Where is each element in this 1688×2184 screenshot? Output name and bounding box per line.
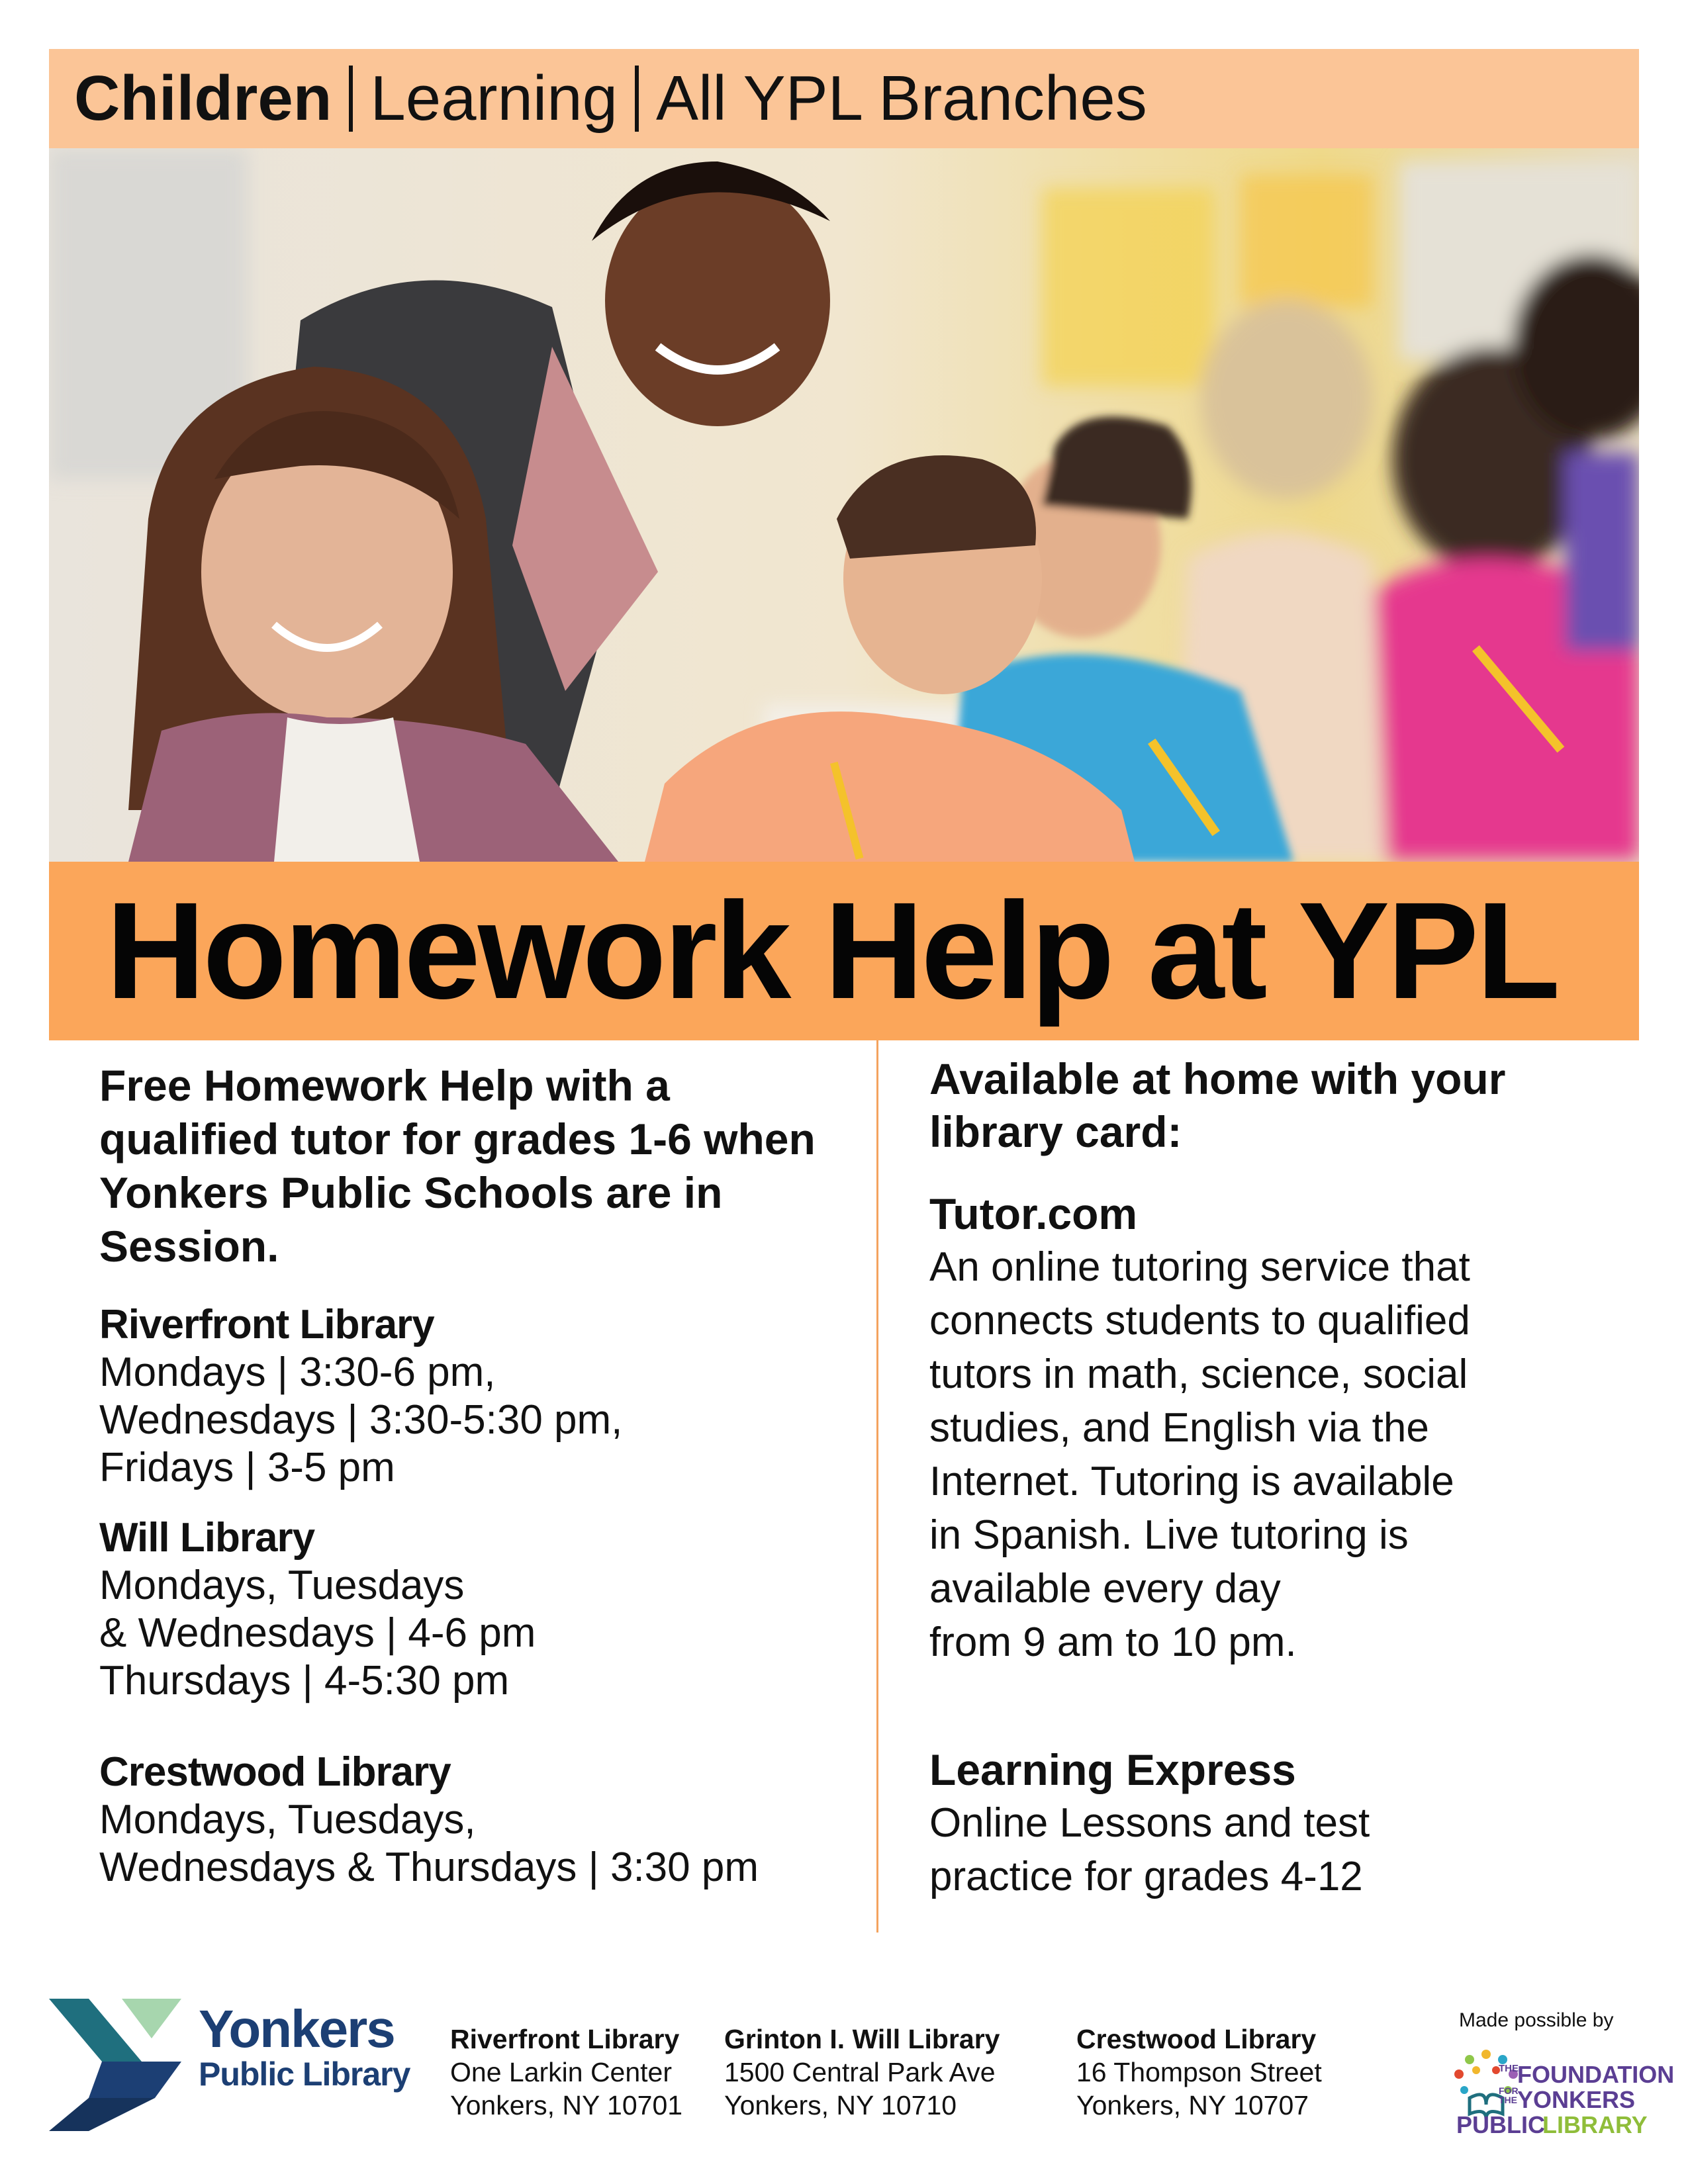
right-column bbox=[929, 1052, 1638, 1903]
separator bbox=[635, 66, 639, 132]
sponsor-for-the: FOR THE bbox=[1499, 2085, 1519, 2105]
foundation-logo bbox=[1450, 2045, 1675, 2138]
sponsor-public: PUBLIC bbox=[1456, 2111, 1545, 2138]
branch-name: Riverfront Library bbox=[99, 1302, 434, 1347]
title-band bbox=[49, 862, 1639, 1040]
location-address: One Larkin Center bbox=[450, 2057, 673, 2087]
hero-photo bbox=[49, 148, 1639, 862]
branch-will bbox=[99, 1514, 861, 1705]
left-column bbox=[99, 1059, 861, 1891]
resource-learning-express bbox=[929, 1743, 1638, 1903]
branch-name: Crestwood Library bbox=[99, 1749, 451, 1795]
branch-hours: Mondays | 3:30-6 pm, Wednesdays | 3:30-5:30 pm, Fridays | 3-5 pm bbox=[99, 1349, 623, 1490]
location-name: Grinton I. Will Library bbox=[724, 2024, 1000, 2054]
location-name: Crestwood Library bbox=[1076, 2024, 1317, 2054]
logo-line2: Public Library bbox=[199, 2056, 410, 2093]
branch-hours: Mondays, Tuesdays, Wednesdays & Thursdays | 3:30 pm bbox=[99, 1797, 759, 1890]
page-title: Homework Help at YPL bbox=[106, 874, 1558, 1028]
resource-description: An online tutoring service that connects students to qualified tutors in math, science, social studies, and English via the Internet. Tutoring is available in Spanish. Live tutoring is available every day from 9 am to 10 pm. bbox=[929, 1244, 1470, 1665]
category-children: Children bbox=[74, 63, 332, 134]
resource-name: Tutor.com bbox=[929, 1189, 1138, 1238]
online-heading: Available at home with your library card: bbox=[929, 1054, 1506, 1156]
location-address: 1500 Central Park Ave bbox=[724, 2057, 996, 2087]
sponsor-label: Made possible by bbox=[1459, 2009, 1614, 2031]
resource-description: Online Lessons and test practice for grades 4-12 bbox=[929, 1800, 1370, 1899]
category-bar bbox=[49, 49, 1639, 148]
sponsor-the: THE bbox=[1499, 2063, 1519, 2074]
ypl-chevron-logo-icon bbox=[49, 1999, 188, 2131]
separator bbox=[349, 66, 353, 132]
sponsor-foundation: FOUNDATION bbox=[1517, 2061, 1675, 2088]
intro-text: Free Homework Help with a qualified tutor for grades 1-6 when Yonkers Public Schools are in Session. bbox=[99, 1061, 816, 1271]
location-city: Yonkers, NY 10701 bbox=[450, 2090, 683, 2120]
branch-name: Will Library bbox=[99, 1515, 315, 1561]
logo-line1: Yonkers bbox=[199, 1999, 395, 2058]
column-divider bbox=[876, 1040, 878, 1933]
footer-location bbox=[1076, 2023, 1322, 2122]
location-address: 16 Thompson Street bbox=[1076, 2057, 1322, 2087]
footer-location bbox=[724, 2023, 1000, 2122]
branch-crestwood bbox=[99, 1749, 861, 1891]
classroom-illustration bbox=[49, 148, 1639, 862]
ypl-logo-text bbox=[199, 1999, 410, 2093]
branch-riverfront bbox=[99, 1301, 861, 1492]
location-city: Yonkers, NY 10710 bbox=[724, 2090, 957, 2120]
sponsor-yonkers: YONKERS bbox=[1517, 2086, 1636, 2113]
resource-name: Learning Express bbox=[929, 1745, 1296, 1794]
footer-location bbox=[450, 2023, 682, 2122]
category-learning: Learning bbox=[370, 63, 618, 134]
sponsor-library: LIBRARY bbox=[1542, 2111, 1648, 2138]
location-city: Yonkers, NY 10707 bbox=[1076, 2090, 1309, 2120]
location-name: Riverfront Library bbox=[450, 2024, 680, 2054]
branch-hours: Mondays, Tuesdays & Wednesdays | 4-6 pm Thursdays | 4-5:30 pm bbox=[99, 1563, 536, 1704]
resource-tutor bbox=[929, 1187, 1638, 1669]
category-branches: All YPL Branches bbox=[655, 63, 1147, 134]
